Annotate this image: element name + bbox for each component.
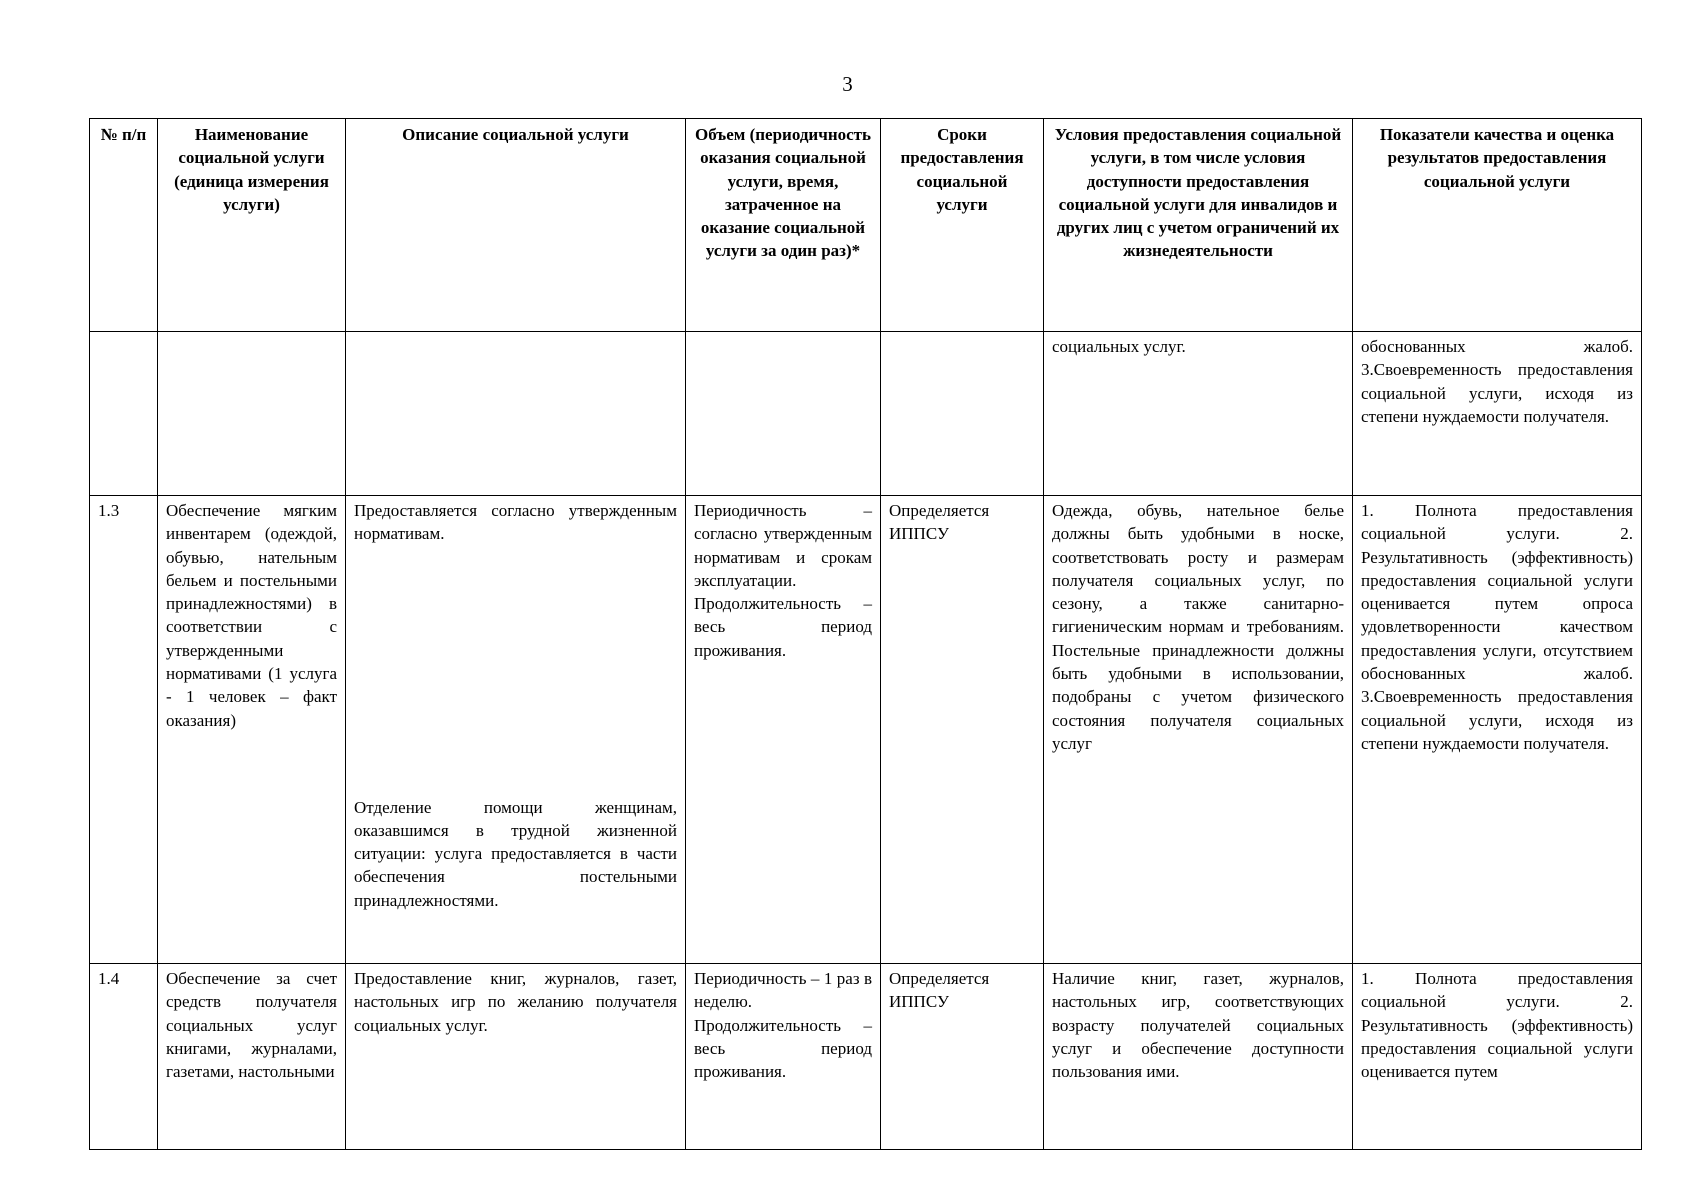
row-terms: Определяется ИППСУ	[881, 496, 1044, 964]
description-spacer	[354, 546, 677, 796]
description-note: Отделение помощи женщинам, оказавшимся в трудной жизненной ситуации: услуга предоставляется в части обеспечения постельными принадлежностями.	[354, 797, 677, 910]
page-number: 3	[842, 72, 853, 96]
cont-cell-volume	[686, 332, 881, 496]
row-terms: Определяется ИППСУ	[881, 964, 1044, 1150]
row-service-name: Обеспечение за счет средств получателя социальных услуг книгами, журналами, газетами, настольными	[158, 964, 346, 1150]
row-conditions: Одежда, обувь, нательное белье должны быть удобными в носке, соответствовать росту и размерам получателя социальных услуг, по сезону, а также санитарно-гигиеническим нормам и требованиям. Постельные принадлежности должны быть удобными в использовании, подобраны с учетом физического состояния получателя социальных услуг	[1044, 496, 1353, 964]
row-service-name: Обеспечение мягким инвентарем (одеждой, обувью, нательным бельем и постельными принадлежностями) в соответствии с утвержденными нормативами (1 услуга - 1 человек – факт оказания)	[158, 496, 346, 964]
continuation-row	[90, 332, 1642, 496]
row-conditions: Наличие книг, газет, журналов, настольных игр, соответствующих возрасту получателей социальных услуг и обеспечение доступности пользования ими.	[1044, 964, 1353, 1150]
row-number: 1.4	[90, 964, 158, 1150]
header-description: Описание социальной услуги	[346, 119, 686, 332]
social-services-table	[89, 118, 1642, 1150]
row-volume: Периодичность – согласно утвержденным нормативам и срокам эксплуатации. Продолжительность – весь период проживания.	[686, 496, 881, 964]
table-row	[90, 964, 1642, 1150]
header-volume: Объем (периодичность оказания социальной услуги, время, затраченное на оказание социальной услуги за один раз)*	[686, 119, 881, 332]
cont-cell-description	[346, 332, 686, 496]
cont-cell-number	[90, 332, 158, 496]
description-text: Предоставляется согласно утвержденным нормативам.	[354, 501, 677, 544]
cont-cell-name	[158, 332, 346, 496]
row-volume: Периодичность – 1 раз в неделю. Продолжительность – весь период проживания.	[686, 964, 881, 1150]
row-quality: 1. Полнота предоставления социальной услуги. 2. Результативность (эффективность) предоставления социальной услуги оценивается путем опроса удовлетворенности качеством предоставления услуги, отсутствием обоснованных жалоб. 3.Своевременность предоставления социальной услуги, исходя из степени нуждаемости получателя.	[1353, 496, 1642, 964]
row-quality: 1. Полнота предоставления социальной услуги. 2. Результативность (эффективность) предоставления социальной услуги оценивается путем	[1353, 964, 1642, 1150]
cont-cell-terms	[881, 332, 1044, 496]
table-header-row	[90, 119, 1642, 332]
row-number: 1.3	[90, 496, 158, 964]
header-quality: Показатели качества и оценка результатов предоставления социальной услуги	[1353, 119, 1642, 332]
cont-cell-quality: обоснованных жалоб. 3.Своевременность предоставления социальной услуги, исходя из степени нуждаемости получателя.	[1353, 332, 1642, 496]
table-row	[90, 496, 1642, 964]
header-service-name: Наименование социальной услуги (единица измерения услуги)	[158, 119, 346, 332]
header-number: № п/п	[90, 119, 158, 332]
cont-cell-conditions: социальных услуг.	[1044, 332, 1353, 496]
row-description	[346, 496, 686, 964]
row-description: Предоставление книг, журналов, газет, настольных игр по желанию получателя социальных услуг.	[346, 964, 686, 1150]
header-conditions: Условия предоставления социальной услуги, в том числе условия доступности предоставления социальной услуги для инвалидов и других лиц с учетом ограничений их жизнедеятельности	[1044, 119, 1353, 332]
header-terms: Сроки предоставления социальной услуги	[881, 119, 1044, 332]
